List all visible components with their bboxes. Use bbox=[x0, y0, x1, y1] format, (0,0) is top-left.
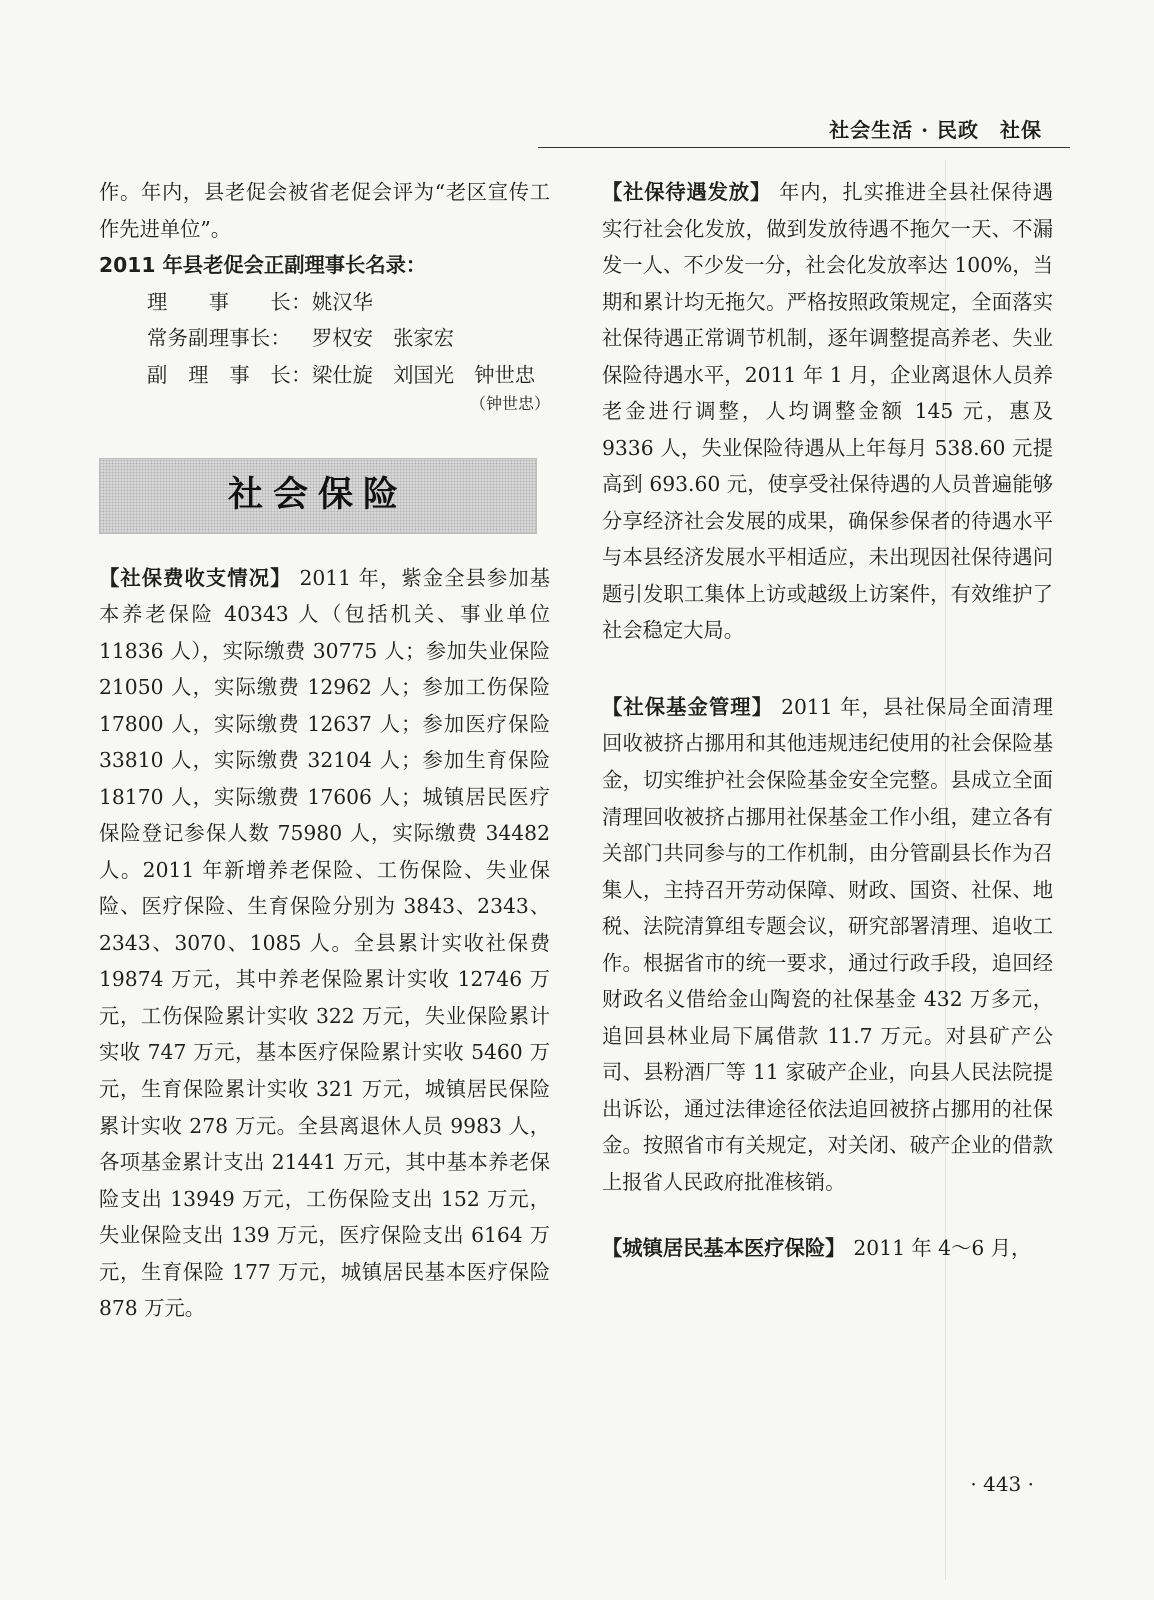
section-body: 2011 年，紫金全县参加基本养老保险 40343 人（包括机关、事业单位 11836 人），实际缴费 30775 人；参加失业保险 21050 人，实际缴费 12962 人；参加工伤保险 17800 人，实际缴费 12637 人；参加医疗保险 33810 人，实际缴费 32104 人；参加生育保险 18170 人，实际缴费 17606 人；城镇居民医疗保险登记参保人数 75980 人，实际缴费 34482 人。2011 年新增养老保险、工伤保险、失业保险、医疗保险、生育保险分别为 3843、2343、2343、3070、1085 人。全县累计实收社保费 19874 万元，其中养老保险累计实收 12746 万元，工伤保险累计实收 322 万元，失业保险累计实收 747 万元，基本医疗保险累计实收 5460 万元，生育保险累计实收 321 万元，城镇居民保险累计实收 278 万元。全县离退休人员 9983 人，各项基金累计支出 21441 万元，其中基本养老保险支出 13949 万元，工伤保险支出 152 万元，失业保险支出 139 万元，医疗保险支出 6164 万元，生育保险 177 万元，城镇居民基本医疗保险 878 万元。 bbox=[99, 565, 550, 1321]
section-urban-resident-medical-insurance bbox=[602, 1230, 1053, 1267]
section-social-insurance-fees bbox=[99, 560, 550, 1327]
roster-row-chairman bbox=[99, 284, 550, 321]
roster-role: 副 理 事 长： bbox=[147, 362, 312, 387]
section-title: 【社保待遇发放】 bbox=[602, 180, 772, 204]
roster-role: 常务副理事长： bbox=[147, 326, 292, 351]
section-spacer bbox=[602, 1200, 1053, 1230]
section-body: 年内，扎实推进全县社保待遇实行社会化发放，做到发放待遇不拖欠一天、不漏发一人、不少发一分，社会化发放率达 100%，当期和累计均无拖欠。严格按照政策规定，全面落实社保待遇正常调节机制，逐年调整提高养老、失业保险待遇水平，2011 年 1 月，企业离退休人员养老金进行调整，人均调整金额 145 元，惠及 9336 人，失业保险待遇从上年每月 538.60 元提高到 693.60 元，使享受社保待遇的人员普遍能够分享经济社会发展的成果，确保参保者的待遇水平与本县经济发展水平相适应，未出现因社保待遇问题引发职工集体上访或越级上访案件，有效维护了社会稳定大局。 bbox=[602, 180, 1053, 643]
section-banner-title: 社会保险 bbox=[227, 475, 408, 516]
roster-names: 罗权安 张家宏 bbox=[312, 326, 454, 351]
running-header: 社会生活 · 民政 社保 bbox=[829, 118, 1042, 142]
section-title: 【社保费收支情况】 bbox=[99, 565, 292, 590]
roster-names: 姚汉华 bbox=[312, 289, 373, 314]
section-fund-management bbox=[602, 689, 1053, 1200]
section-title: 【社保基金管理】 bbox=[602, 694, 774, 719]
page-number: · 443 · bbox=[970, 1472, 1034, 1496]
section-body: 2011 年 4～6 月， bbox=[853, 1236, 1032, 1261]
intro-paragraph: 作。年内，县老促会被省老促会评为“老区宣传工作先进单位”。 bbox=[99, 180, 550, 241]
section-title: 【城镇居民基本医疗保险】 bbox=[602, 1236, 846, 1261]
roster-names: 梁仕旋 刘国光 钟世忠 bbox=[312, 362, 536, 387]
roster-row-vice-chairman bbox=[99, 357, 550, 394]
section-banner bbox=[99, 458, 537, 534]
header-rule bbox=[538, 147, 1070, 148]
right-column bbox=[602, 174, 1053, 1267]
author-credit: （钟世忠） bbox=[469, 394, 550, 414]
roster-row-executive-vice-chairman bbox=[99, 320, 550, 357]
section-spacer bbox=[602, 649, 1053, 689]
section-body: 2011 年，县社保局全面清理回收被挤占挪用和其他违规违纪使用的社会保险基金，切实维护社会保险基金安全完整。县成立全面清理回收被挤占挪用社保基金工作小组，建立各有关部门共同参与的工作机制，由分管副县长作为召集人，主持召开劳动保障、财政、国资、社保、地税、法院清算组专题会议，研究部署清理、追收工作。根据省市的统一要求，通过行政手段，追回经财政名义借给金山陶瓷的社保基金 432 万多元，追回县林业局下属借款 11.7 万元。对县矿产公司、县粉酒厂等 11 家破产企业，向县人民法院提出诉讼，通过法律途径依法追回被挤占挪用的社保金。按照省市有关规定，对关闭、破产企业的借款上报省人民政府批准核销。 bbox=[602, 694, 1053, 1194]
left-column bbox=[99, 174, 550, 1327]
section-benefit-payment bbox=[602, 174, 1053, 649]
roster-title: 2011 年县老促会正副理事长名录： bbox=[99, 253, 427, 278]
roster-role: 理 事 长： bbox=[147, 289, 312, 314]
